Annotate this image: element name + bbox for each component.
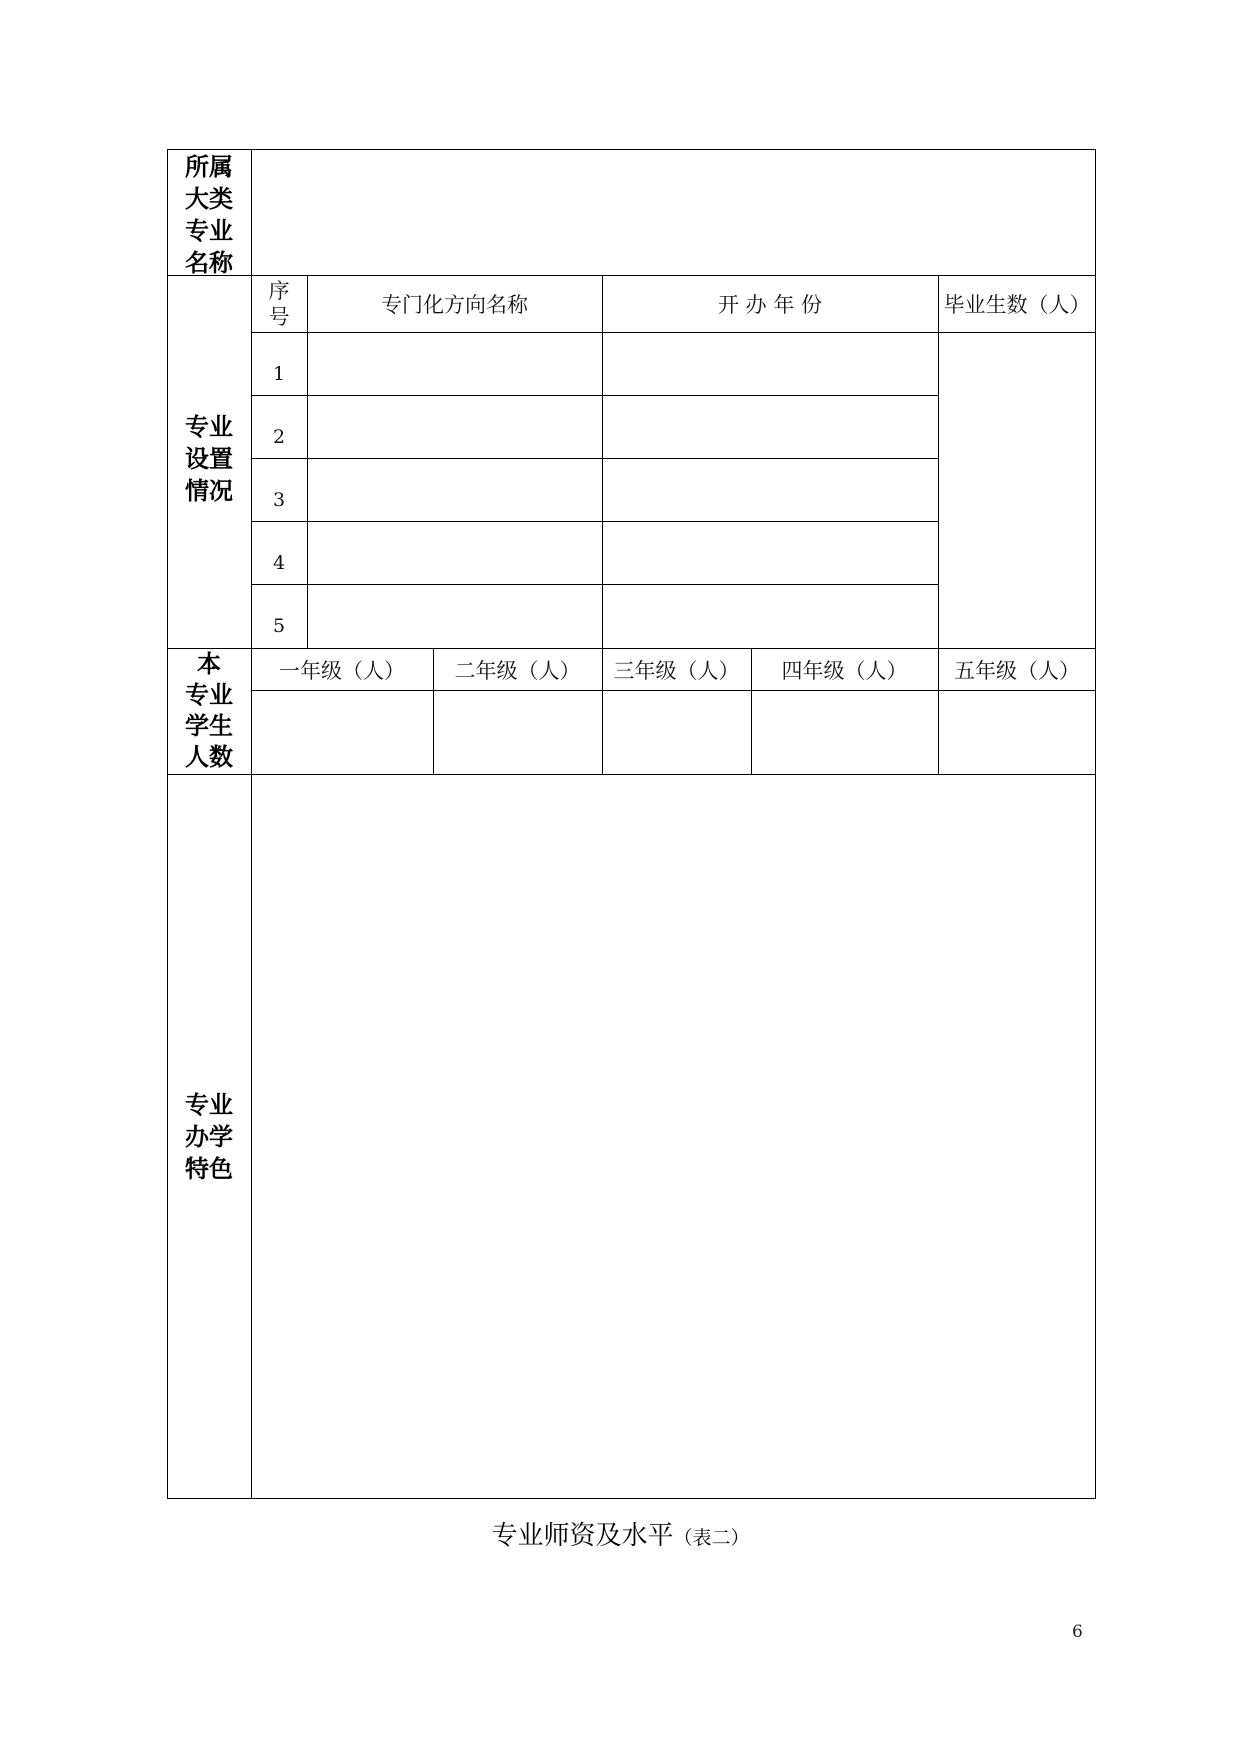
caption-table-number: （表二） xyxy=(673,1527,750,1549)
direction-name-field[interactable] xyxy=(308,459,602,521)
grade-header: 二年级（人） xyxy=(454,658,581,683)
category-major-value-field[interactable] xyxy=(252,150,1095,275)
direction-name-field[interactable] xyxy=(308,585,602,648)
program-features-label: 专业 办学 特色 xyxy=(185,1091,233,1183)
grade-header: 三年级（人） xyxy=(613,658,740,683)
category-major-label: 所属 大类 专业 名称 xyxy=(185,153,233,277)
grade-header: 一年级（人） xyxy=(279,658,405,683)
grade-header: 五年级（人） xyxy=(954,658,1080,683)
graduates-count-field[interactable] xyxy=(939,333,1095,648)
grade-header: 四年级（人） xyxy=(781,658,908,683)
start-year-field[interactable] xyxy=(603,585,938,648)
caption-title: 专业师资及水平 xyxy=(491,1521,674,1551)
start-year-field[interactable] xyxy=(603,459,938,521)
seq-number: 1 xyxy=(272,363,286,385)
seq-number: 2 xyxy=(272,426,286,448)
grade-count-field[interactable] xyxy=(434,691,602,774)
direction-name-field[interactable] xyxy=(308,396,602,458)
grade-count-field[interactable] xyxy=(752,691,938,774)
direction-name-field[interactable] xyxy=(308,522,602,584)
graduates-header: 毕业生数（人） xyxy=(943,293,1091,317)
major-setup-label: 专业 设置 情况 xyxy=(185,413,233,505)
start-year-field[interactable] xyxy=(603,396,938,458)
grade-count-field[interactable] xyxy=(603,691,751,774)
page-number: 6 xyxy=(1072,1622,1083,1642)
start-year-header: 开 办 年 份 xyxy=(717,293,823,317)
direction-name-header: 专门化方向名称 xyxy=(381,293,528,317)
next-table-caption xyxy=(0,1515,1241,1552)
seq-number: 5 xyxy=(272,615,286,637)
start-year-field[interactable] xyxy=(603,522,938,584)
grade-count-field[interactable] xyxy=(939,691,1095,774)
seq-header: 序 号 xyxy=(268,279,290,329)
seq-number: 3 xyxy=(272,489,286,511)
seq-number: 4 xyxy=(272,552,286,574)
start-year-field[interactable] xyxy=(603,333,938,395)
student-count-label: 本 专业 学生 人数 xyxy=(185,650,233,771)
direction-name-field[interactable] xyxy=(308,333,602,395)
grade-count-field[interactable] xyxy=(252,691,433,774)
program-features-field[interactable] xyxy=(252,775,1095,1498)
